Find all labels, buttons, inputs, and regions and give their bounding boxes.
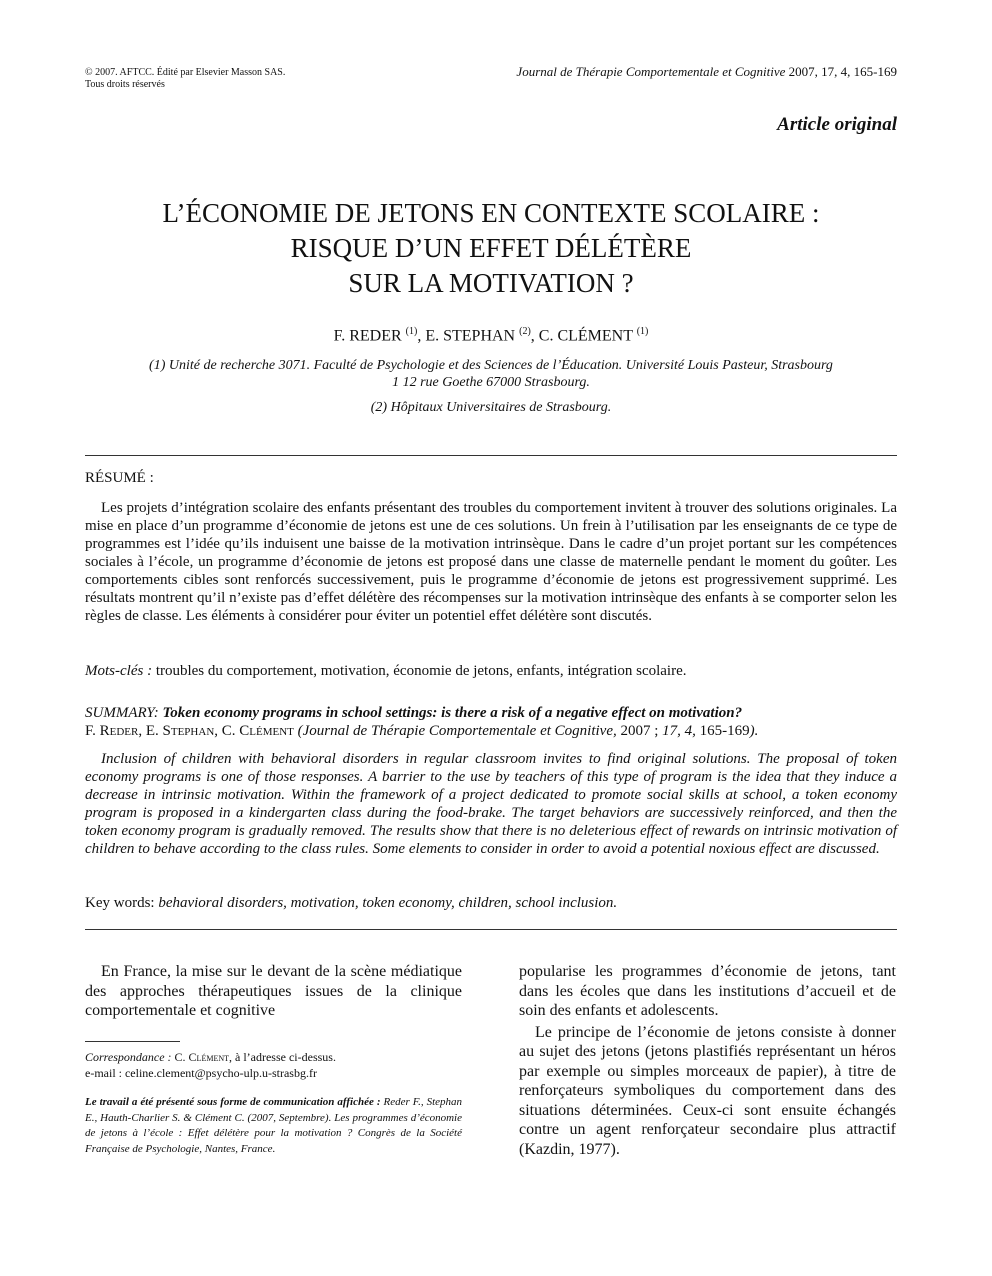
footnote-rule — [85, 1041, 180, 1042]
author-separator: , — [530, 327, 539, 345]
copyright-line-2: Tous droits réservés — [85, 79, 165, 90]
summary-pages: 165-169 — [695, 723, 750, 739]
affiliation-1 — [85, 357, 897, 391]
affiliation-1-line-1: (1) Unité de recherche 3071. Faculté de Psychologie et des Sciences de l’Éducation. Université Louis Pasteur, Strasbourg — [149, 358, 833, 373]
author-name: E. STEPHAN — [425, 327, 516, 345]
summary-close: ). — [749, 723, 759, 739]
journal-volume: 2007, 17, 4, 165-169 — [788, 64, 897, 79]
summary-keywords-list: behavioral disorders, motivation, token economy, children, school inclusion. — [154, 895, 618, 911]
copyright-line-1: © 2007. AFTCC. Édité par Elsevier Masson SAS. — [85, 67, 286, 78]
keywords-label: Mots-clés : — [85, 663, 153, 679]
summary-authors: F. Reder, E. Stephan, C. Clément — [85, 723, 294, 739]
journal-reference — [516, 64, 897, 80]
summary-volume: 17, 4, — [658, 723, 696, 739]
presentation-footnote — [85, 1095, 462, 1157]
body-right-paragraph-2: Le principe de l’économie de jetons consiste à donner au sujet des jetons (jetons plastifiés représentant un héros par exemple ou simples morceaux de papier), à titre de renforçateurs symboliques du comportement dans des situations déterminées. Ceux-ci sont ensuite échangés contre un agent renforçateur secondaire plus attractif (Kazdin, 1977). — [519, 1023, 896, 1158]
section-divider — [85, 929, 897, 930]
author-affiliation-mark: (1) — [405, 326, 418, 337]
article-type: Article original — [777, 114, 897, 135]
title-line-3: SUR LA MOTIVATION ? — [348, 268, 634, 298]
author-name: C. CLÉMENT — [538, 327, 633, 345]
author-affiliation-mark: (2) — [519, 326, 531, 337]
correspondence-email: e-mail : celine.clement@psycho-ulp.u-strasbg.fr — [85, 1065, 317, 1080]
summary-label: SUMMARY: — [85, 705, 159, 721]
keywords-list: troubles du comportement, motivation, économie de jetons, enfants, intégration scolaire. — [152, 663, 687, 679]
article-title — [85, 196, 897, 301]
resume-heading: RÉSUMÉ : — [85, 470, 154, 486]
body-right-paragraph-1: popularise les programmes d’économie de jetons, tant dans les écoles que dans les institutions d’accueil et de soin des enfants et adolescents. — [519, 963, 896, 1019]
resume-text: Les projets d’intégration scolaire des enfants présentant des troubles du comportement invitent à trouver des solutions originales. La mise en place d’un programme d’économie de jetons est une de ces solutions. Un frein à l’utilisation par les enseignants de ce type de programmes est l’idée qu’ils induisent une baisse de la motivation intrinsèque. Dans le cadre d’un projet portant sur les compétences sociales à l’école, un programme d’économie de jetons est proposé dans une classe de maternelle pendant le moment du goûter. Les comportements cibles sont renforcés successivement, puis le programme d’économie de jetons est progressivement supprimé. Les résultats montrent qu’il n’existe pas d’effet délétère des récompenses sur la motivation intrinsèque des enfants à se comporter selon les règles de classe. Les éléments à considérer pour éviter un potentiel effet délétère sont discutés. — [85, 500, 897, 624]
copyright-notice — [85, 67, 285, 91]
resume-keywords — [85, 662, 897, 680]
title-line-2: RISQUE D’UN EFFET DÉLÉTÈRE — [290, 233, 692, 263]
summary-article-title: Token economy programs in school settings: is there a risk of a negative effect on motivation? — [158, 705, 743, 721]
summary-year: 2007 ; — [616, 723, 659, 739]
body-left-paragraph: En France, la mise sur le devant de la scène médiatique des approches thérapeutiques issues de la clinique comportementale et cognitive — [85, 963, 462, 1019]
correspondence-label: Correspondance : — [85, 1050, 172, 1064]
presentation-label: Le travail a été présenté sous forme de communication affichée : — [85, 1096, 381, 1108]
author-separator: , — [417, 327, 426, 345]
title-line-1: L’ÉCONOMIE DE JETONS EN CONTEXTE SCOLAIRE : — [162, 198, 820, 228]
author-affiliation-mark: (1) — [636, 326, 649, 337]
summary-keywords — [85, 894, 897, 912]
summary-journal: (Journal de Thérapie Comportementale et Cognitive, — [293, 723, 617, 739]
journal-name: Journal de Thérapie Comportementale et Cognitive — [516, 64, 786, 79]
correspondence-footnote — [85, 1050, 462, 1081]
correspondence-name: C. Clément — [171, 1050, 229, 1064]
summary-citation — [85, 722, 897, 740]
body-right-column — [519, 962, 896, 1159]
section-divider — [85, 455, 897, 456]
correspondence-rest: , à l’adresse ci-dessus. — [229, 1050, 336, 1064]
author-list — [85, 326, 897, 345]
affiliation-2: (2) Hôpitaux Universitaires de Strasbourg. — [370, 400, 612, 415]
affiliation-1-line-2: 1 12 rue Goethe 67000 Strasbourg. — [392, 375, 590, 390]
summary-keywords-label: Key words: — [85, 895, 155, 911]
summary-text: Inclusion of children with behavioral disorders in regular classroom invites to find original solutions. The proposal of token economy programs is one of those responses. A barrier to the use by teachers of this type of program is the idea that they induce a decrease in intrinsic motivation. Within the framework of a project dedicated to promote social skills at school, a token economy program is proposed in a kindergarten class during the food-brake. The target behaviors are successively reinforced, and then the token economy program is gradually removed. The results show that there is no deleterious effect of rewards on intrinsic motivation of children to behave according to the class rules. Some elements to consider in order to avoid a potential noxious effect are discussed. — [85, 751, 897, 857]
author-name: F. REDER — [333, 327, 402, 345]
summary-title — [85, 704, 897, 722]
presentation-text: Reder F., Stephan E., Hauth-Charlier S. & Clément C. (2007, Septembre). Les programmes d’économie de jetons à l’école : Effet délétère pour la motivation ? Congrès de la Société Française de Psychologie, Nantes, France. — [85, 1096, 463, 1155]
